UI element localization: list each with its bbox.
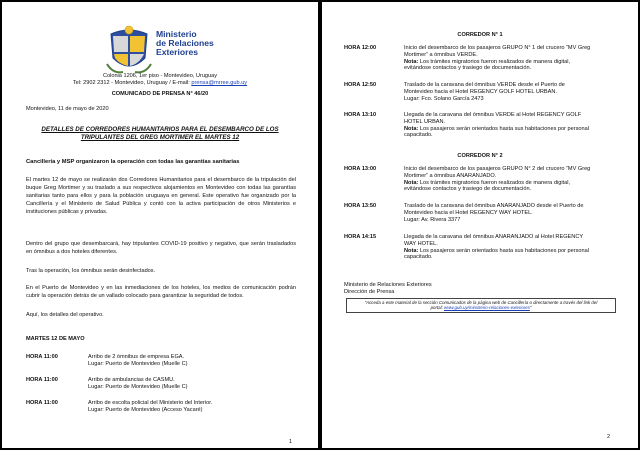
- item-line: Mortimer” a ómnibus VERDE.: [404, 51, 478, 58]
- item-line: Montevideo hacia el Hotel REGENCY GOLF HOTEL URBAN.: [404, 88, 557, 95]
- corredor-2-title: CORREDOR N° 2: [457, 153, 503, 159]
- paragraph-1: El martes 12 de mayo se realizarán dos Corredores Humanitarios para el desembarco de la tripulación del buque Greg Mortimer y su traslado a sus respectivos alojamientos en Montevideo con todas las garantías sanitarias tanto para ellos y para la población uruguaya en general. Este operativo fue organizado por la Cancillería y el Ministerio de Salud Pública y contó con la activa participación de otros Ministerios e instituciones públicas y privadas.: [26, 177, 296, 215]
- item-place: Lugar: Av. Rivera 3377: [404, 216, 461, 223]
- item-line: Traslado de la caravana del ómnibus ANARANJADO desde el Puerto de: [404, 203, 584, 209]
- schedule-item: [88, 354, 188, 368]
- note-label: Nota:: [404, 179, 419, 186]
- schedule-item-place: Lugar: Puerto de Montevideo (Acceso Yacaré): [88, 406, 203, 413]
- footnote-prefix: portal:: [430, 305, 445, 311]
- item-line: WAY HOTEL.: [404, 240, 438, 247]
- contact-text: Tel: 2902 2312 - Montevideo, Uruguay / E-mail:: [72, 80, 192, 86]
- headline: [22, 126, 298, 141]
- schedule-item-line: Arribo de escolta policial del Ministerio del Interior.: [88, 400, 213, 406]
- schedule-item-line: Arribo de 2 ómnibus de empresa EGA.: [88, 354, 185, 360]
- document-date: Montevideo, 11 de mayo de 2020: [26, 106, 109, 112]
- schedule-item-place: Lugar: Puerto de Montevideo (Muelle C): [88, 360, 188, 367]
- schedule-time: HORA 13:10: [344, 112, 377, 118]
- subheadline: Cancillería y MSP organizaron la operación con todas las garantías sanitarias: [26, 159, 240, 165]
- note-text: evitándose contactos y trasiego de documentación.: [404, 65, 532, 72]
- schedule-item: [88, 377, 188, 391]
- schedule-time: HORA 14:15: [344, 234, 377, 240]
- item-line: Traslado de la caravana del ómnibus VERDE desde el Puerto de: [404, 82, 565, 88]
- note-text: Los pasajeros serán orientados hasta sus habitaciones por personal: [418, 247, 590, 254]
- signature-line-2: Dirección de Prensa: [344, 288, 395, 295]
- schedule-item: [404, 234, 618, 261]
- item-place: Lugar: Fco. Solano García 2473: [404, 95, 484, 102]
- ministry-name: [156, 30, 214, 58]
- schedule-time: HORA 11:00: [26, 354, 58, 360]
- schedule-title: MARTES 12 DE MAYO: [26, 336, 85, 342]
- footnote-line-2: [350, 305, 612, 310]
- schedule-item: [404, 203, 618, 223]
- note-text: capacitado.: [404, 254, 433, 261]
- page-number: 2: [607, 434, 611, 440]
- footnote-box: [346, 298, 616, 313]
- item-line: Llegada de la caravana del ómnibus VERDE al Hotel REGENCY GOLF: [404, 112, 582, 118]
- item-line: HOTEL URBAN.: [404, 118, 446, 125]
- page-number: 1: [289, 439, 293, 445]
- communique-number: COMUNICADO DE PRENSA N° 46/20: [111, 91, 209, 97]
- headline-line-2: TRIPULANTES DEL GREG MORTIMER EL MARTES 12: [80, 133, 240, 141]
- document-page-1: [2, 2, 318, 448]
- note-text: Los trámites migratorios fueron realizados de manera digital,: [418, 58, 571, 65]
- contact-line: [22, 80, 298, 87]
- item-note: [404, 126, 618, 133]
- ministry-line-1: Ministerio: [156, 29, 197, 39]
- coat-of-arms-icon: [105, 24, 153, 76]
- paragraph-5: Aquí, los detalles del operativo.: [26, 312, 104, 318]
- item-line: Llegada de la caravana del ómnibus ANARANJADO al Hotel REGENCY: [404, 234, 584, 240]
- signature: [344, 282, 432, 296]
- paragraph-2: Dentro del grupo que desembarcará, hay tripulantes COVID-19 positivo y negativo, que serán trasladados en ómnibus a dos hoteles diferentes.: [26, 241, 296, 255]
- ministry-line-3: Exteriores: [156, 47, 199, 58]
- signature-line-1: Ministerio de Relaciones Exteriores: [344, 282, 432, 288]
- schedule-time: HORA 13:50: [344, 203, 377, 209]
- schedule-time: HORA 11:00: [26, 400, 58, 406]
- portal-link[interactable]: www.gub.uy/ministerio-relaciones-exteriores: [444, 305, 530, 311]
- corredor-1-title: CORREDOR N° 1: [457, 32, 503, 38]
- schedule-time: HORA 12:50: [344, 82, 377, 88]
- headline-line-1: DETALLES DE CORREDORES HUMANITARIOS PARA EL DESEMBARCO DE LOS: [41, 126, 279, 133]
- document-page-2: [322, 2, 638, 448]
- item-note: [404, 180, 618, 187]
- schedule-item: [404, 166, 618, 193]
- item-line: Mortimer” a ómnibus ANARANJADO.: [404, 172, 497, 179]
- item-line: Inicio del desembarco de los pasajeros GRUPO N° 2 del crucero “MV Greg: [404, 166, 591, 172]
- paragraph-4: En el Puerto de Montevideo y en las inmediaciones de los hoteles, los medios de comunicación podrán cubrir la operación detrás de un vallado colocado para garantizar la seguridad de todos.: [26, 285, 296, 299]
- schedule-item-place: Lugar: Puerto de Montevideo (Muelle C): [88, 383, 188, 390]
- schedule-item: [404, 45, 618, 72]
- schedule-item: [88, 400, 212, 414]
- item-note: [404, 59, 618, 66]
- paragraph-3: Tras la operación, los ómnibus serán desinfectados.: [26, 268, 156, 274]
- item-line: Inicio del desembarco de los pasajeros GRUPO N° 1 del crucero “MV Greg: [404, 45, 591, 51]
- schedule-time: HORA 11:00: [26, 377, 58, 383]
- note-label: Nota:: [404, 125, 419, 132]
- ministry-line-2: de Relaciones: [156, 38, 214, 49]
- schedule-time: HORA 12:00: [344, 45, 377, 51]
- schedule-item: [404, 112, 618, 139]
- item-note: [404, 248, 618, 255]
- email-link[interactable]: prensa@mrree.gub.uy: [191, 80, 248, 86]
- note-text: Los trámites migratorios fueron realizados de manera digital,: [418, 179, 571, 186]
- schedule-time: HORA 13:00: [344, 166, 377, 172]
- footnote-line-1: “Acceda a este material de la sección Comunicados de la página web de Cancillería o directamente a través del link del: [364, 300, 598, 305]
- footnote-suffix: ”: [529, 305, 532, 311]
- note-text: evitándose contactos y trasiego de documentación.: [404, 186, 532, 193]
- schedule-item-line: Arribo de ambulancias de CASMU.: [88, 377, 175, 383]
- note-label: Nota:: [404, 58, 419, 65]
- note-label: Nota:: [404, 247, 419, 254]
- note-text: Los pasajeros serán orientados hasta sus habitaciones por personal: [418, 125, 590, 132]
- schedule-item: [404, 82, 618, 102]
- address-line: Colonia 1206, 1er piso - Montevideo, Uruguay: [102, 73, 218, 79]
- item-line: Montevideo hacia el Hotel REGENCY WAY HOTEL.: [404, 209, 533, 216]
- note-text: capacitado.: [404, 132, 433, 139]
